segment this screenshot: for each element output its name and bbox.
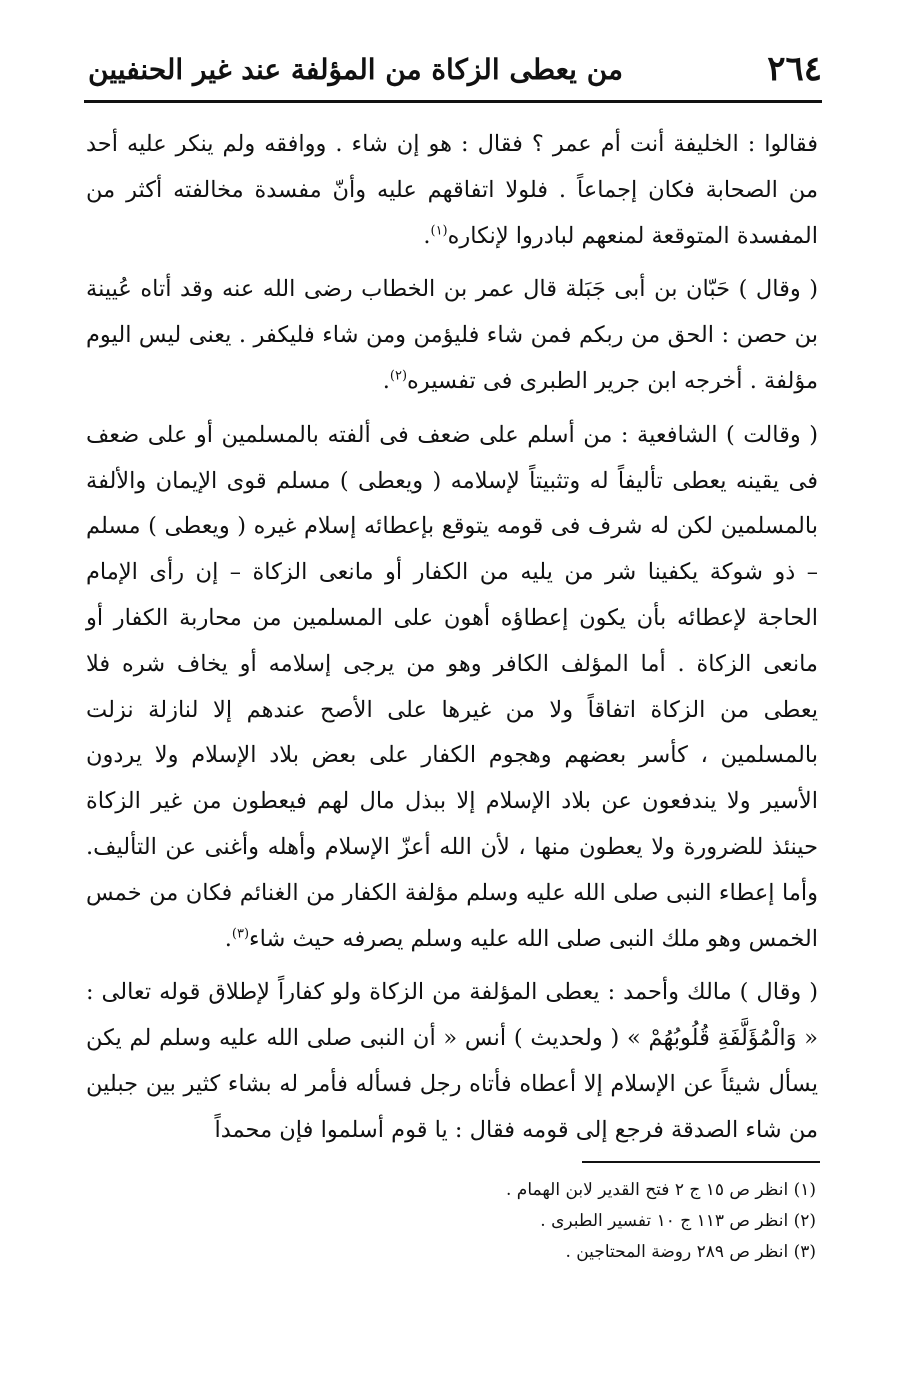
- body-text: [86, 122, 818, 1154]
- footnote-rule: [582, 1161, 820, 1163]
- footnote-3: (٣) انظر ص ٢٨٩ روضة المحتاجين .: [565, 1242, 816, 1262]
- page-header: [88, 42, 822, 96]
- paragraph-text: فقالوا : الخليفة أنت أم عمر ؟ فقال : هو إن شاء . ووافقه ولم ينكر عليه أحد من الصحابة فكان إجماعاً . فلولا اتفاقهم عليه وأنّ مفسدة مخالفته أكثر من المفسدة المتوقعة لمنعهم لبادروا لإنكاره: [86, 131, 818, 249]
- paragraph-text: ( وقال ) مالك وأحمد : يعطى المؤلفة من الزكاة ولو كفاراً لإطلاق قوله تعالى : « وَالْمُؤَلَّفَةِ قُلُوبُهُمْ » ( ولحديث ) أنس « أن النبى صلى الله عليه وسلم لم يكن يسأل شيئاً عن الإسلام إلا أعطاه فأتاه رجل فسأله فأمر له بشاء كثير بين جبلين من شاء الصدقة فرجع إلى قومه فقال : يا قوم أسلموا فإن محمداً: [86, 979, 818, 1143]
- footnote-1: (١) انظر ص ١٥ ج ٢ فتح القدير لابن الهمام .: [506, 1180, 816, 1200]
- footnote-ref-2: (٢): [389, 368, 408, 384]
- paragraph-text: ( وقالت ) الشافعية : من أسلم على ضعف فى ألفته بالمسلمين أو على ضعف فى يقينه يعطى تأليفاً له وتثبيتاً لإسلامه ( ويعطى ) مسلم قوى الإيمان والألفة بالمسلمين لكن له شرف فى قومه يتوقع بإعطائه إسلام غيره ( ويعطى ) مسلم – ذو شوكة يكفينا شر من يليه من الكفار أو مانعى الزكاة – إن رأى الإمام الحاجة لإعطائه بأن يكون إعطاؤه أهون على المسلمين من محاربة الكفار أو مانعى الزكاة . أما المؤلف الكافر وهو من يرجى إسلامه أو يخاف شره فلا يعطى من الزكاة اتفاقاً ولا من غيرها على الأصح عندهم إلا لنازلة نزلت بالمسلمين ، كأسر بعضهم وهجوم الكفار على بعض بلاد الإسلام ولا يردون الأسير ولا يندفعون عن بلاد الإسلام إلا ببذل مال لهم فيعطون من غير الزكاة حينئذ للضرورة ولا يعطون منها ، لأن الله أعزّ الإسلام وأهله وأغنى عن التأليف. وأما إعطاء النبى صلى الله عليه وسلم مؤلفة الكفار من الغنائم فكان من خمس الخمس وهو ملك النبى صلى الله عليه وسلم يصرفه حيث شاء: [86, 421, 818, 952]
- paragraph-3: [86, 413, 818, 963]
- running-title: من يعطى الزكاة من المؤلفة عند غير الحنفيين: [88, 52, 624, 86]
- paragraph-text: ( وقال ) حَبّان بن أبى جَبَلة قال عمر بن الخطاب رضى الله عنه وقد أتاه عُيينة بن حصن : الحق من ربكم فمن شاء فليؤمن ومن شاء فليكفر . يعنى ليس اليوم مؤلفة . أخرجه ابن جرير الطبرى فى تفسيره: [86, 276, 818, 394]
- paragraph-1: [86, 122, 818, 259]
- paragraph-end: .: [382, 367, 390, 394]
- footnote-ref-3: (٣): [231, 926, 250, 942]
- footnote-ref-1: (١): [430, 223, 448, 239]
- paragraph-4: [86, 970, 818, 1153]
- paragraph-2: [86, 267, 818, 404]
- paragraph-end: .: [423, 222, 431, 249]
- paragraph-end: .: [224, 925, 232, 952]
- header-rule: [84, 100, 822, 103]
- footnote-2: (٢) انظر ص ١١٣ ج ١٠ تفسير الطبرى .: [540, 1211, 816, 1231]
- page-number: ٢٦٤: [767, 49, 822, 89]
- footnotes: [420, 1175, 816, 1268]
